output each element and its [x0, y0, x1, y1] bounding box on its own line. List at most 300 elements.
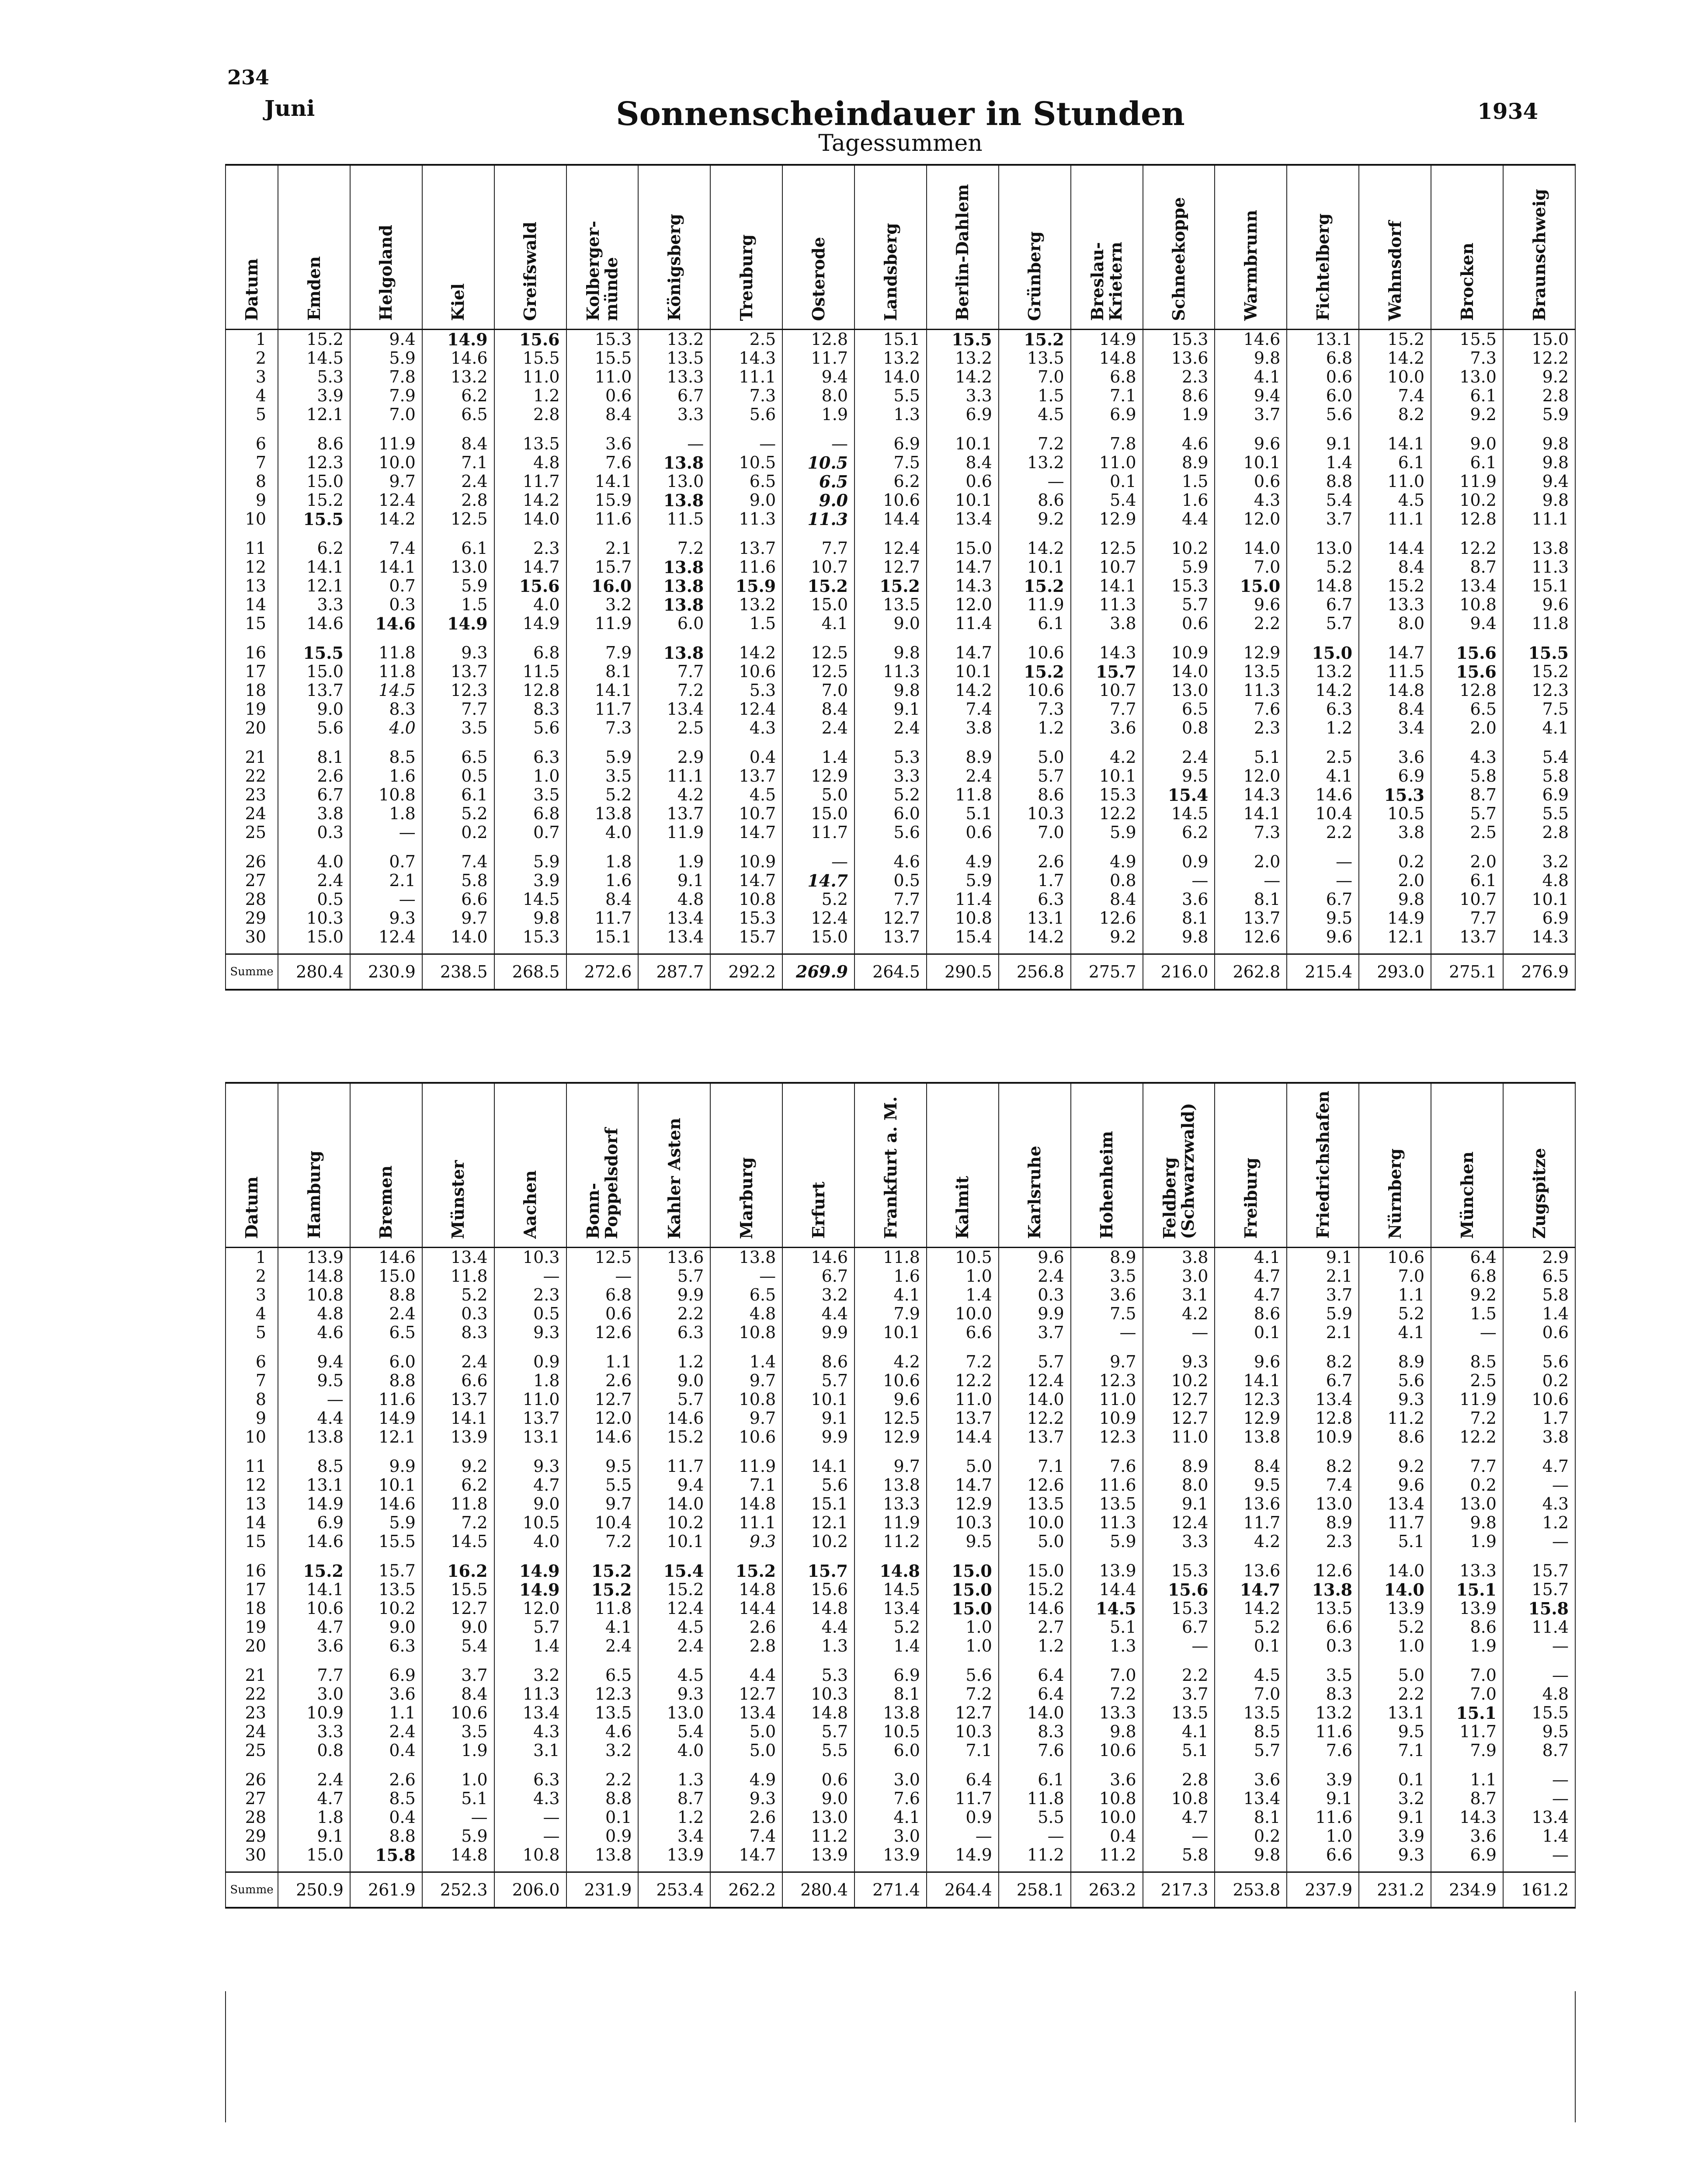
sunshine-value: 3.3: [638, 405, 710, 424]
station-header-friedrichshafen: [1287, 1083, 1359, 1248]
sunshine-value: 6.5: [710, 472, 782, 491]
sunshine-value: 1.4: [494, 1637, 566, 1655]
day-number: 14: [226, 1513, 278, 1532]
sunshine-value: 6.9: [854, 424, 927, 453]
sunshine-value: 2.4: [782, 719, 854, 737]
table-row: [226, 453, 1575, 472]
sunshine-value: 7.1: [1071, 386, 1143, 405]
sunshine-value: 3.7: [1143, 1685, 1215, 1704]
sunshine-value: —: [1503, 1655, 1575, 1685]
sunshine-value: 1.9: [1431, 1532, 1503, 1551]
table-row: [226, 1495, 1575, 1513]
sunshine-value: 12.3: [1071, 1428, 1143, 1447]
sunshine-value: 2.4: [1143, 737, 1215, 767]
sunshine-value: 6.8: [1287, 349, 1359, 368]
sunshine-value: 9.6: [999, 1248, 1071, 1267]
sunshine-value: 11.6: [350, 1390, 422, 1409]
sunshine-value: 12.8: [494, 681, 566, 700]
sunshine-value: 3.2: [566, 1741, 639, 1760]
sunshine-value: 1.2: [999, 719, 1071, 737]
sunshine-value: —: [638, 424, 710, 453]
sunshine-value: 6.9: [927, 405, 999, 424]
sunshine-value: 16.0: [566, 577, 639, 595]
sunshine-value: 7.6: [1071, 1447, 1143, 1476]
sunshine-value: 3.6: [1071, 1286, 1143, 1304]
table-footer-space: [225, 1991, 1576, 2122]
sunshine-value: 10.8: [278, 1286, 350, 1304]
sunshine-value: 2.0: [1431, 842, 1503, 871]
sunshine-value: 2.9: [638, 737, 710, 767]
sunshine-value: 5.2: [782, 890, 854, 909]
sunshine-value: 4.1: [1215, 1248, 1287, 1267]
station-header-kiel: [422, 165, 494, 330]
sunshine-value: 6.6: [927, 1323, 999, 1342]
sunshine-value: 4.0: [638, 1741, 710, 1760]
sunshine-value: 11.4: [927, 890, 999, 909]
sunshine-value: 1.2: [494, 386, 566, 405]
sunshine-value: 13.8: [638, 577, 710, 595]
sunshine-value: 14.5: [278, 349, 350, 368]
sunshine-value: 11.1: [710, 368, 782, 386]
sunshine-value: 15.6: [494, 577, 566, 595]
sunshine-value: 7.3: [1215, 823, 1287, 842]
sunshine-value: 15.0: [782, 804, 854, 823]
sunshine-value: 1.4: [782, 737, 854, 767]
sunshine-value: 9.6: [854, 1390, 927, 1409]
sunshine-value: 13.8: [854, 1476, 927, 1495]
day-number: 28: [226, 1808, 278, 1827]
sunshine-value: 0.3: [278, 823, 350, 842]
sunshine-value: 3.8: [1359, 823, 1431, 842]
sunshine-value: 10.1: [999, 558, 1071, 577]
sunshine-value: 9.4: [638, 1476, 710, 1495]
sunshine-value: 3.6: [1071, 719, 1143, 737]
sunshine-value: 12.3: [566, 1685, 639, 1704]
sunshine-value: 3.1: [494, 1741, 566, 1760]
sunshine-value: 11.9: [999, 595, 1071, 614]
sunshine-value: 4.0: [566, 823, 639, 842]
station-header-karlsruhe: [999, 1083, 1071, 1248]
station-name: Braunschweig: [1529, 188, 1549, 321]
sunshine-value: 14.1: [782, 1447, 854, 1476]
sunshine-value: 1.1: [566, 1342, 639, 1371]
sunshine-value: 6.1: [1431, 871, 1503, 890]
sum-value: 161.2: [1503, 1872, 1575, 1908]
sunshine-value: 15.3: [1143, 577, 1215, 595]
sunshine-value: 1.1: [1431, 1760, 1503, 1789]
sunshine-value: 11.8: [350, 633, 422, 662]
sunshine-value: 3.6: [1215, 1760, 1287, 1789]
sunshine-value: 15.0: [1215, 577, 1287, 595]
sunshine-value: 0.7: [494, 823, 566, 842]
sunshine-value: 15.2: [278, 491, 350, 510]
sunshine-value: 14.8: [710, 1495, 782, 1513]
station-name: Marburg: [736, 1157, 756, 1239]
sunshine-value: 13.5: [854, 595, 927, 614]
sunshine-value: 1.4: [927, 1286, 999, 1304]
sunshine-value: 9.3: [710, 1789, 782, 1808]
sunshine-value: 13.8: [566, 804, 639, 823]
sunshine-value: 7.5: [1503, 700, 1575, 719]
day-number: 18: [226, 681, 278, 700]
day-number: 18: [226, 1599, 278, 1618]
sunshine-value: 7.0: [350, 405, 422, 424]
sunshine-value: 13.9: [422, 1428, 494, 1447]
sunshine-value: 6.9: [1359, 767, 1431, 786]
table-row: [226, 1286, 1575, 1304]
sunshine-value: 6.6: [422, 1371, 494, 1390]
sunshine-value: 10.0: [350, 453, 422, 472]
day-number: 19: [226, 700, 278, 719]
sunshine-value: 13.3: [1431, 1551, 1503, 1580]
sunshine-value: 4.3: [710, 719, 782, 737]
sunshine-value: 5.7: [782, 1722, 854, 1741]
sunshine-value: 5.0: [710, 1741, 782, 1760]
sunshine-value: 8.8: [566, 1789, 639, 1808]
station-header-zugspitze: [1503, 1083, 1575, 1248]
datum-label: Datum: [242, 1176, 262, 1239]
sunshine-value: 3.6: [1071, 1760, 1143, 1789]
sunshine-value: 0.9: [566, 1827, 639, 1846]
sum-value: 215.4: [1287, 954, 1359, 990]
sunshine-value: 11.0: [1071, 1390, 1143, 1409]
sunshine-value: 9.5: [1215, 1476, 1287, 1495]
sunshine-value: 10.4: [1287, 804, 1359, 823]
sunshine-value: 13.9: [854, 1846, 927, 1872]
sunshine-value: 13.4: [1287, 1390, 1359, 1409]
sunshine-value: 15.7: [350, 1551, 422, 1580]
sunshine-value: 11.7: [782, 823, 854, 842]
table-row: [226, 368, 1575, 386]
sunshine-value: 13.1: [999, 909, 1071, 928]
sunshine-value: 9.2: [1503, 368, 1575, 386]
sunshine-value: 14.9: [494, 614, 566, 633]
sunshine-value: 1.2: [1287, 719, 1359, 737]
sunshine-value: 9.7: [710, 1409, 782, 1428]
sunshine-value: 12.3: [278, 453, 350, 472]
sunshine-value: 15.1: [782, 1495, 854, 1513]
sum-value: 230.9: [350, 954, 422, 990]
sunshine-value: 12.1: [1359, 928, 1431, 954]
sum-value: 276.9: [1503, 954, 1575, 990]
sunshine-value: 8.4: [566, 405, 639, 424]
station-name: Freiburg: [1240, 1158, 1261, 1239]
sunshine-value: 3.5: [1287, 1655, 1359, 1685]
sunshine-value: 13.7: [494, 1409, 566, 1428]
sunshine-value: 1.5: [710, 614, 782, 633]
table-row: [226, 1532, 1575, 1551]
sunshine-value: 13.0: [638, 1704, 710, 1722]
sunshine-value: 10.1: [1071, 767, 1143, 786]
sunshine-value: 14.5: [854, 1580, 927, 1599]
sunshine-value: 3.5: [422, 719, 494, 737]
sunshine-value: 11.8: [1503, 614, 1575, 633]
sunshine-value: 14.1: [1359, 424, 1431, 453]
sunshine-value: 15.5: [278, 510, 350, 529]
sunshine-value: 15.0: [278, 662, 350, 681]
sum-value: 280.4: [278, 954, 350, 990]
day-number: 20: [226, 1637, 278, 1655]
sunshine-value: —: [1287, 842, 1359, 871]
sunshine-value: 5.3: [782, 1655, 854, 1685]
sunshine-value: 9.5: [1503, 1722, 1575, 1741]
sunshine-value: 8.6: [782, 1342, 854, 1371]
sunshine-value: 14.8: [782, 1599, 854, 1618]
sunshine-value: 7.5: [854, 453, 927, 472]
sunshine-value: 11.0: [1071, 453, 1143, 472]
sunshine-value: 15.5: [1503, 633, 1575, 662]
sunshine-value: 11.8: [566, 1599, 639, 1618]
sunshine-value: 13.9: [278, 1248, 350, 1267]
sunshine-value: 10.3: [782, 1685, 854, 1704]
sunshine-value: —: [494, 1808, 566, 1827]
sunshine-value: 2.1: [566, 529, 639, 558]
sunshine-value: 6.5: [782, 472, 854, 491]
sunshine-value: 7.7: [1431, 909, 1503, 928]
sunshine-value: 14.0: [999, 1704, 1071, 1722]
sunshine-value: 4.7: [1143, 1808, 1215, 1827]
sunshine-value: 10.2: [1143, 529, 1215, 558]
sunshine-value: 15.0: [278, 1846, 350, 1872]
sunshine-value: 4.3: [494, 1789, 566, 1808]
sunshine-value: 8.5: [1215, 1722, 1287, 1741]
sunshine-value: 12.4: [350, 928, 422, 954]
station-header-schneekoppe: [1143, 165, 1215, 330]
table-body: [226, 330, 1575, 990]
sunshine-value: 10.1: [927, 491, 999, 510]
sum-value: 216.0: [1143, 954, 1215, 990]
sunshine-value: 10.1: [350, 1476, 422, 1495]
sunshine-value: 11.8: [999, 1789, 1071, 1808]
table-row: [226, 577, 1575, 595]
sunshine-value: 5.1: [422, 1789, 494, 1808]
sunshine-value: 9.2: [1431, 1286, 1503, 1304]
sunshine-value: 12.6: [1215, 928, 1287, 954]
sunshine-value: 14.1: [1071, 577, 1143, 595]
sunshine-value: —: [782, 424, 854, 453]
sunshine-value: 2.3: [1215, 719, 1287, 737]
sunshine-value: 9.4: [350, 330, 422, 349]
sunshine-value: 13.4: [638, 909, 710, 928]
sunshine-value: 7.1: [422, 453, 494, 472]
sunshine-value: 10.3: [278, 909, 350, 928]
sunshine-value: 15.3: [1143, 1599, 1215, 1618]
page-month: Juni: [264, 95, 315, 121]
sunshine-value: 11.8: [350, 662, 422, 681]
sunshine-value: 10.5: [710, 453, 782, 472]
sunshine-value: 13.0: [1287, 1495, 1359, 1513]
sunshine-value: 4.4: [782, 1618, 854, 1637]
sunshine-value: 14.2: [999, 928, 1071, 954]
sunshine-value: 12.4: [854, 529, 927, 558]
sunshine-value: 3.2: [494, 1655, 566, 1685]
sum-value: 272.6: [566, 954, 639, 990]
sunshine-value: 9.1: [1287, 1248, 1359, 1267]
sunshine-value: 15.1: [854, 330, 927, 349]
sunshine-value: 8.9: [927, 737, 999, 767]
sunshine-value: 7.9: [1431, 1741, 1503, 1760]
sunshine-value: 6.6: [422, 890, 494, 909]
sunshine-value: 8.6: [1143, 386, 1215, 405]
sunshine-value: 13.0: [638, 472, 710, 491]
day-number: 29: [226, 909, 278, 928]
sunshine-value: 1.5: [1143, 472, 1215, 491]
sunshine-value: 13.0: [1431, 368, 1503, 386]
sunshine-value: —: [999, 472, 1071, 491]
sunshine-value: 2.4: [999, 1267, 1071, 1286]
sunshine-value: 2.5: [710, 330, 782, 349]
sunshine-value: 9.2: [1071, 928, 1143, 954]
day-number: 15: [226, 1532, 278, 1551]
sunshine-value: 0.8: [1071, 871, 1143, 890]
page-title: Sonnenscheindauer in Stunden: [616, 95, 1185, 133]
table-row: [226, 842, 1575, 871]
sunshine-value: 10.5: [1359, 804, 1431, 823]
sunshine-value: 4.6: [278, 1323, 350, 1342]
table-row: [226, 1267, 1575, 1286]
sunshine-value: 6.7: [1143, 1618, 1215, 1637]
day-number: 23: [226, 786, 278, 804]
sunshine-value: 8.3: [999, 1722, 1071, 1741]
sunshine-value: 4.8: [494, 453, 566, 472]
sunshine-value: 5.1: [1215, 737, 1287, 767]
sunshine-value: 14.8: [1071, 349, 1143, 368]
sunshine-value: 11.8: [422, 1267, 494, 1286]
sunshine-value: 9.6: [1215, 595, 1287, 614]
day-number: 2: [226, 1267, 278, 1286]
sunshine-value: 6.2: [854, 472, 927, 491]
sunshine-value: 9.0: [278, 700, 350, 719]
sunshine-value: 0.5: [854, 871, 927, 890]
sunshine-value: 0.1: [1359, 1760, 1431, 1789]
sunshine-value: 0.9: [927, 1808, 999, 1827]
sunshine-value: 1.2: [638, 1342, 710, 1371]
sunshine-value: 2.3: [1287, 1532, 1359, 1551]
table-row: [226, 472, 1575, 491]
day-number: 3: [226, 1286, 278, 1304]
sunshine-value: 14.5: [494, 890, 566, 909]
sunshine-value: 15.2: [999, 1580, 1071, 1599]
station-header-feldberg-schwarzwald: [1143, 1083, 1215, 1248]
table-row: [226, 1655, 1575, 1685]
sunshine-value: 5.1: [927, 804, 999, 823]
sunshine-value: —: [710, 1267, 782, 1286]
sunshine-value: 3.6: [350, 1685, 422, 1704]
sunshine-value: 3.5: [566, 767, 639, 786]
sunshine-value: 8.3: [1287, 1685, 1359, 1704]
sunshine-value: 8.6: [999, 786, 1071, 804]
sunshine-value: 7.0: [1431, 1685, 1503, 1704]
sunshine-value: 13.5: [1215, 662, 1287, 681]
sunshine-value: 10.6: [422, 1704, 494, 1722]
page-subtitle: Tagessummen: [818, 130, 983, 156]
day-number: 3: [226, 368, 278, 386]
sunshine-value: 6.4: [1431, 1248, 1503, 1267]
sunshine-value: 12.1: [278, 405, 350, 424]
sunshine-value: 14.1: [278, 558, 350, 577]
sunshine-value: 14.3: [710, 349, 782, 368]
sunshine-value: 1.5: [422, 595, 494, 614]
sunshine-value: 14.4: [927, 1428, 999, 1447]
sunshine-value: 12.5: [782, 662, 854, 681]
station-name: Grünberg: [1025, 231, 1045, 321]
sunshine-value: 7.4: [350, 529, 422, 558]
sunshine-value: 6.0: [854, 1741, 927, 1760]
sunshine-value: 7.8: [1071, 424, 1143, 453]
sunshine-value: 10.4: [566, 1513, 639, 1532]
sunshine-value: 15.5: [278, 633, 350, 662]
sunshine-value: 6.9: [1431, 1846, 1503, 1872]
sunshine-value: 0.2: [1215, 1827, 1287, 1846]
sunshine-value: 14.1: [1215, 804, 1287, 823]
sunshine-value: 15.2: [999, 330, 1071, 349]
table-row: [226, 823, 1575, 842]
sunshine-value: 0.6: [927, 472, 999, 491]
sunshine-value: 1.6: [350, 767, 422, 786]
sunshine-value: 15.1: [566, 928, 639, 954]
sunshine-value: 14.8: [782, 1704, 854, 1722]
sunshine-value: 1.5: [1431, 1304, 1503, 1323]
sunshine-value: 0.9: [1143, 842, 1215, 871]
sunshine-value: 12.0: [566, 1409, 639, 1428]
sunshine-value: 14.0: [854, 368, 927, 386]
sum-value: 252.3: [422, 1872, 494, 1908]
sunshine-value: 4.6: [1143, 424, 1215, 453]
sunshine-value: 7.9: [854, 1304, 927, 1323]
sunshine-value: 3.6: [566, 424, 639, 453]
sunshine-value: 6.0: [350, 1342, 422, 1371]
sunshine-value: 13.7: [710, 767, 782, 786]
sunshine-value: 4.7: [278, 1618, 350, 1637]
sunshine-value: 14.5: [350, 681, 422, 700]
datum-label: Datum: [242, 258, 262, 321]
station-name: Feldberg (Schwarzwald): [1160, 1102, 1198, 1239]
sunshine-value: 12.1: [782, 1513, 854, 1532]
station-name: Frankfurt a. M.: [880, 1096, 900, 1239]
sunshine-value: 4.1: [1359, 1323, 1431, 1342]
sunshine-value: 10.6: [999, 681, 1071, 700]
sunshine-value: 6.5: [1143, 700, 1215, 719]
sunshine-value: 10.6: [1071, 1741, 1143, 1760]
sunshine-value: 10.6: [854, 491, 927, 510]
sunshine-value: 15.8: [1503, 1599, 1575, 1618]
sunshine-value: 10.3: [494, 1248, 566, 1267]
sunshine-value: 14.0: [1359, 1580, 1431, 1599]
sunshine-value: 9.2: [422, 1447, 494, 1476]
sunshine-value: 2.3: [494, 529, 566, 558]
sunshine-value: 8.5: [1431, 1342, 1503, 1371]
station-header-kalmit: [927, 1083, 999, 1248]
sunshine-value: 3.2: [1359, 1789, 1431, 1808]
sunshine-value: 10.7: [1071, 558, 1143, 577]
sunshine-value: 10.6: [1503, 1390, 1575, 1409]
sunshine-value: 7.0: [999, 823, 1071, 842]
sunshine-value: 15.2: [710, 1551, 782, 1580]
station-name: Wahnsdorf: [1385, 221, 1405, 321]
day-number: 17: [226, 1580, 278, 1599]
sunshine-value: —: [782, 842, 854, 871]
sunshine-value: 10.3: [999, 804, 1071, 823]
sunshine-value: 11.7: [638, 1447, 710, 1476]
table-row: [226, 871, 1575, 890]
sunshine-value: 3.8: [1143, 1248, 1215, 1267]
station-name: Erfurt: [808, 1182, 828, 1239]
station-header-kahler-asten: [638, 1083, 710, 1248]
day-number: 25: [226, 1741, 278, 1760]
sunshine-value: 2.4: [422, 1342, 494, 1371]
sunshine-value: 14.1: [1215, 1371, 1287, 1390]
sunshine-value: 13.9: [782, 1846, 854, 1872]
